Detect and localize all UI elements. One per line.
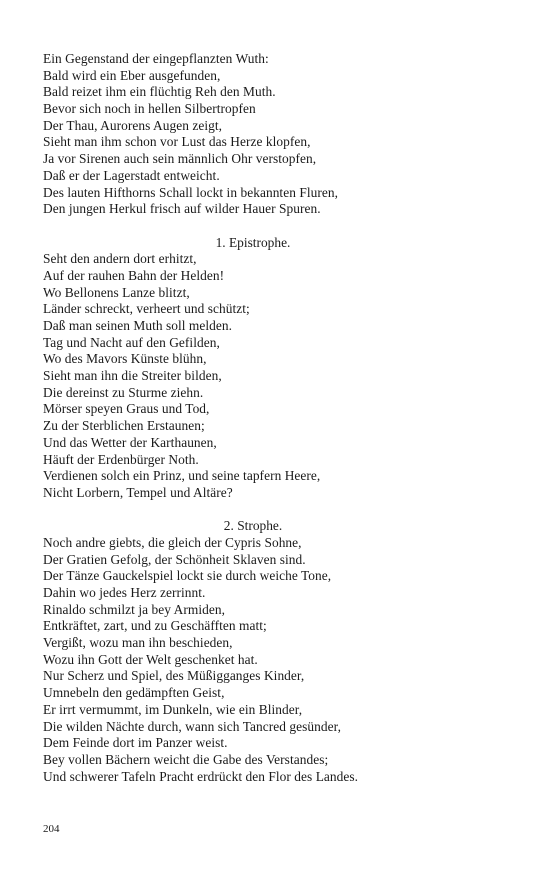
verse-line: Länder schreckt, verheert und schützt;: [43, 301, 250, 317]
verse-line: Wo Bellonens Lanze blitzt,: [43, 284, 190, 300]
verse-line: Sieht man ihm schon vor Lust das Herze klopfen,: [43, 134, 311, 150]
verse-line: Und das Wetter der Karthaunen,: [43, 434, 217, 450]
verse-line: Wo des Mavors Künste blühn,: [43, 351, 207, 367]
verse-line: Dem Feinde dort im Panzer weist.: [43, 735, 228, 751]
verse-line: Ein Gegenstand der eingepflanzten Wuth:: [43, 51, 269, 66]
verse-line: Bald wird ein Eber ausgefunden,: [43, 67, 221, 83]
verse-line: Daß er der Lagerstadt entweicht.: [43, 167, 220, 183]
stanza-continuation: [43, 51, 513, 218]
verse-line: Des lauten Hifthorns Schall lockt in bekannten Fluren,: [43, 184, 338, 200]
verse-line: Zu der Sterblichen Erstaunen;: [43, 418, 205, 434]
verse-line: Rinaldo schmilzt ja bey Armiden,: [43, 601, 225, 617]
stanza-epistrophe-1: [43, 235, 513, 502]
verse-line: Mörser speyen Graus und Tod,: [43, 401, 210, 417]
verse-line: Der Tänze Gauckelspiel lockt sie durch weiche Tone,: [43, 568, 332, 584]
verse-line: Umnebeln den gedämpften Geist,: [43, 685, 225, 701]
verse-line: Entkräftet, zart, und zu Geschäfften matt;: [43, 618, 267, 634]
verse-line: Und schwerer Tafeln Pracht erdrückt den Flor des Landes.: [43, 768, 359, 784]
verse-line: Nur Scherz und Spiel, des Müßigganges Kinder,: [43, 668, 305, 684]
stanza-heading: 1. Epistrophe.: [215, 234, 291, 250]
verse-line: Seht den andern dort erhitzt,: [43, 251, 197, 267]
verse-line: Sieht man ihn die Streiter bilden,: [43, 368, 222, 384]
verse-line: Auf der rauhen Bahn der Helden!: [43, 267, 225, 283]
stanza-gap: [43, 502, 513, 519]
verse-line: Häuft der Erdenbürger Noth.: [43, 451, 199, 467]
verse-line: Ja vor Sirenen auch sein männlich Ohr verstopfen,: [43, 151, 317, 167]
verse-line: Wozu ihn Gott der Welt geschenket hat.: [43, 651, 258, 667]
verse-line: Verdienen solch ein Prinz, und seine tapfern Heere,: [43, 468, 321, 484]
verse-line: Er irrt vermummt, im Dunkeln, wie ein Blinder,: [43, 701, 303, 717]
verse-line: Bevor sich noch in hellen Silbertropfen: [43, 101, 256, 117]
verse-line: Der Thau, Aurorens Augen zeigt,: [43, 117, 223, 133]
verse-line: Die wilden Nächte durch, wann sich Tancred gesünder,: [43, 718, 341, 734]
verse-line: Den jungen Herkul frisch auf wilder Hauer Spuren.: [43, 201, 321, 217]
verse-line: Daß man seinen Muth soll melden.: [43, 318, 233, 333]
stanza-strophe-2: [43, 518, 513, 785]
verse-line: Bey vollen Bächern weicht die Gabe des Verstandes;: [43, 751, 329, 767]
verse-line: Die dereinst zu Sturme ziehn.: [43, 384, 204, 400]
verse-line: Noch andre giebts, die gleich der Cypris Sohne,: [43, 534, 302, 550]
verse-line: Dahin wo jedes Herz zerrinnt.: [43, 585, 206, 600]
stanza-heading: 2. Strophe.: [223, 518, 283, 534]
verse-line: Der Gratien Gefolg, der Schönheit Sklaven sind.: [43, 551, 306, 567]
verse-line: Bald reizet ihm ein flüchtig Reh den Muth.: [43, 84, 276, 100]
page-number: 204: [43, 823, 60, 835]
poem-text-block: [43, 51, 513, 785]
verse-line: Tag und Nacht auf den Gefilden,: [43, 334, 220, 350]
stanza-gap: [43, 218, 513, 235]
verse-line: Vergißt, wozu man ihn beschieden,: [43, 635, 233, 651]
verse-line: Nicht Lorbern, Tempel und Altäre?: [43, 484, 233, 500]
